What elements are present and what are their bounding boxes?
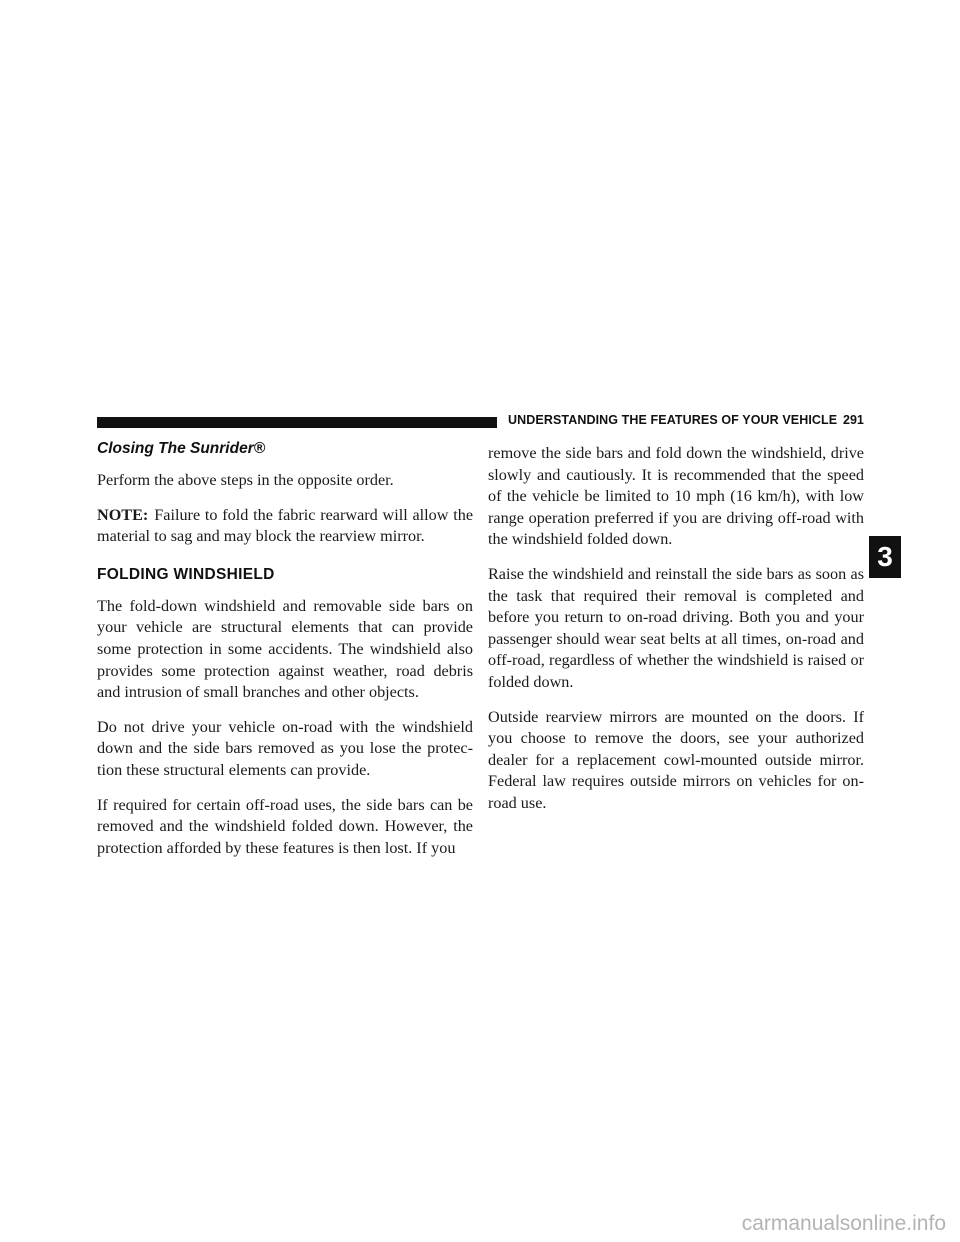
section-title: UNDERSTANDING THE FEATURES OF YOUR VEHICLE bbox=[508, 413, 838, 427]
watermark: carmanualsonline.info bbox=[741, 1212, 946, 1235]
left-column bbox=[97, 440, 473, 872]
right-column bbox=[488, 443, 864, 828]
heading-folding-windshield: FOLDING WINDSHIELD bbox=[97, 565, 275, 583]
header-bar bbox=[97, 417, 497, 428]
note-text: Failure to fold the fabric rearward will allow the material to sag and may block the rearview mirror. bbox=[97, 505, 473, 546]
subheading-closing-sunrider: Closing The Sunrider® bbox=[97, 440, 266, 457]
page-number: 291 bbox=[843, 413, 864, 427]
paragraph: remove the side bars and fold down the windshield, drive slowly and cautiously. It is recommended that the speed of the vehicle be limited to 10 mph (16 km/h), with low range operation preferred if you are driving off-road with the windshield folded down. bbox=[488, 444, 864, 549]
note-label: NOTE: bbox=[97, 505, 149, 524]
paragraph: Perform the above steps in the opposite order. bbox=[97, 471, 394, 489]
note-paragraph bbox=[97, 505, 473, 548]
paragraph: Raise the windshield and reinstall the side bars as soon as the task that required their removal is completed and before you return to on-road driving. Both you and your passenger should wear seat belts at all times, on-road and off-road, regardless of whether the windshield is raised or folded down. bbox=[488, 564, 864, 691]
chapter-tab: 3 bbox=[869, 536, 901, 578]
paragraph: If required for certain off-road uses, the side bars can be removed and the windshield folded down. However, the protection afforded by these features is then lost. If you bbox=[97, 795, 473, 857]
paragraph: Do not drive your vehicle on-road with the windshield down and the side bars removed as you lose the protec- tion these structural elements can provide. bbox=[97, 717, 473, 779]
paragraph: The fold-down windshield and removable side bars on your vehicle are structural elements that can provide some protection in some accidents. The windshield also provides some protection against weather, road debris and intrusion of small branches and other objects. bbox=[97, 596, 473, 702]
paragraph: Outside rearview mirrors are mounted on the doors. If you choose to remove the doors, see your authorized dealer for a replacement cowl-mounted outside mirror. Federal law requires outside mirrors on vehicles for on-road use. bbox=[488, 707, 864, 812]
